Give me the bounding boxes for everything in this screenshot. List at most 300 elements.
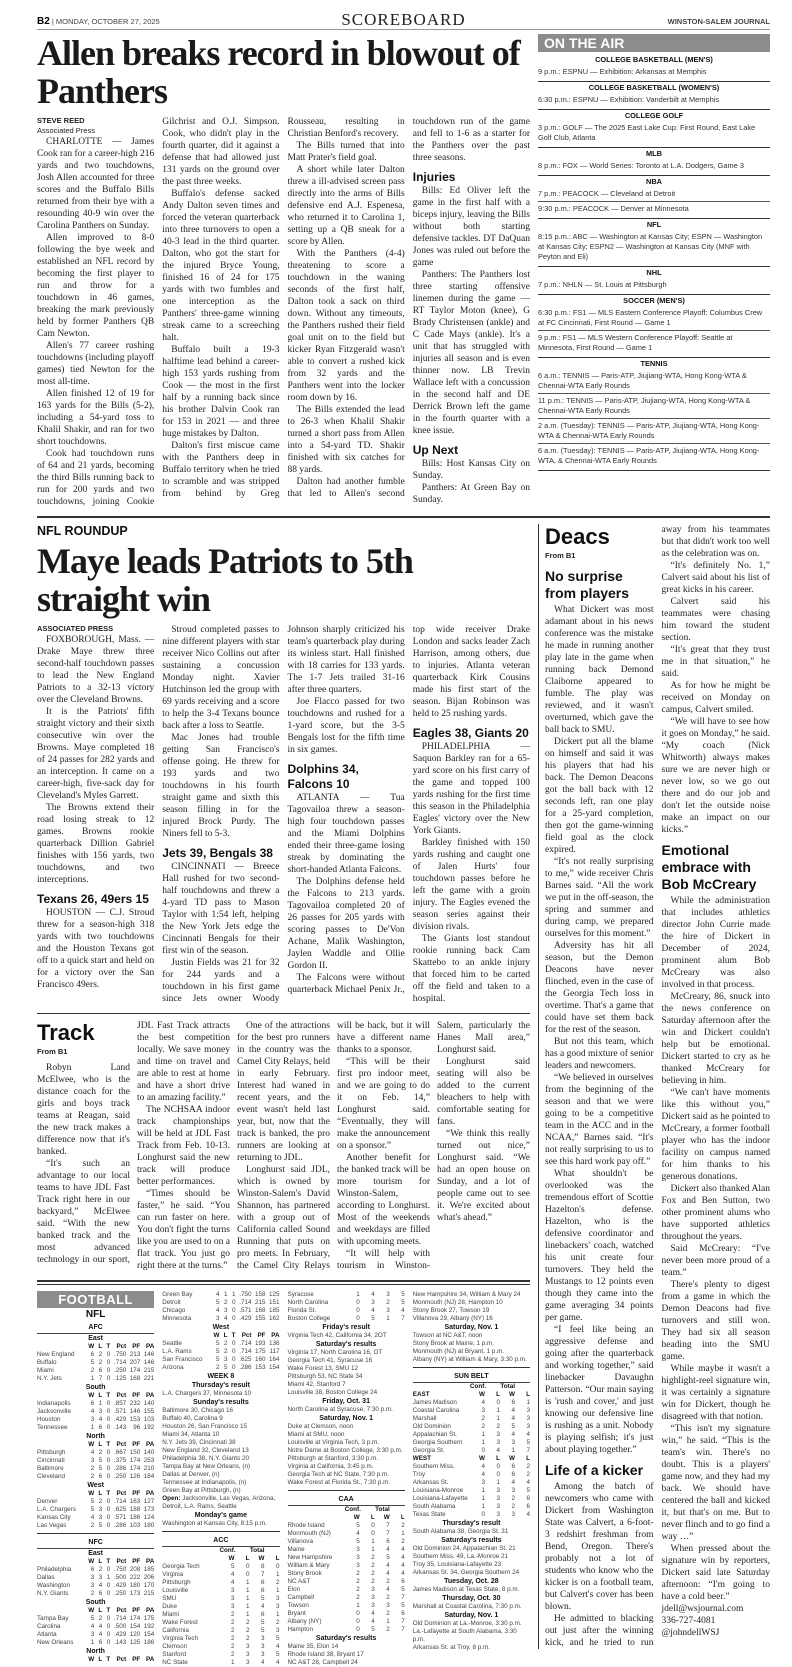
table-row [413,1423,530,1431]
team-name: New Orleans [37,1639,74,1646]
team-name: San Francisco [162,1356,203,1363]
subhead: Injuries [412,170,456,184]
table-row [162,1659,279,1667]
stat-cell: 2 [275,1579,280,1586]
stat-cell: 4 [496,1447,500,1454]
stat-cell: 1 [356,1291,360,1298]
team-name: Georgia St. [412,1447,445,1454]
label: Open: [162,1495,181,1502]
team-name: Florida St. [287,1307,317,1314]
stat-cell: W [213,1332,220,1339]
agency: Associated Press [37,126,95,135]
allen-headline: Allen breaks record in blowout of Panthers [37,33,520,111]
stat-cell: 4 [90,1408,95,1415]
stat-cell: PA [145,1490,155,1497]
team-name: Elon [287,1586,301,1593]
table-row [413,1439,530,1447]
paragraph: Said McCreary: “I've never been more proud of a team.” [661,1244,770,1278]
team-name [37,1490,86,1498]
on-the-air-box [538,34,770,471]
team-name: Albany (NY) [287,1618,322,1625]
stat-cell: 7 [526,1447,530,1454]
stat-cell: 4 [90,1514,95,1521]
stat-cell: 2 [511,1495,515,1502]
paragraph: Joe Flacco passed for two touchdowns and rushed for a 1-yard score, but the 3-5 Bengals lost for the fifth time in six games. [287,697,405,755]
table-row [162,1627,279,1635]
listing-sport: NFL [646,220,662,229]
stat-cell: 7 [401,1315,405,1322]
result-line: Dallas at Denver, (n) [162,1471,220,1478]
table-heading: North [86,1433,105,1440]
table-row [37,1590,154,1598]
table-header [288,1506,405,1514]
paragraph: Allen finished 12 of 19 for 163 yards for the Bills (5-2), including a 54-yard toss to Khalil Shakir, and ran for two short touchdowns. [37,389,155,447]
stat-cell: 5 [511,1423,515,1430]
stat-cell: 2 [481,1415,485,1422]
result-line: Stony Brook at Maine, 1 p.m. [412,1340,494,1347]
stat-cell: 232 [129,1400,141,1407]
stat-cell: 2 [98,1359,103,1366]
table-row [162,1651,279,1659]
team-name: Cleveland [37,1473,66,1480]
stat-cell: Total [500,1383,515,1390]
stat-cell: 4 [371,1618,375,1625]
stat-cell: .500 [113,1574,127,1581]
paragraph: ATLANTA — Tua Tagovailoa threw a season-high four touchdown passes and the Miami Dolphins ended their three-game losing streak by dominating the short-handed Atlanta Falcons. [287,793,405,875]
stat-cell: W [479,1455,485,1462]
paragraph: PHILADELPHIA — Saquon Barkley ran for a 65-yard score on his first carry of the game and topped 100 yards rushing for the first time this season in the Philadelphia Eagles' victory over the New York Giants. [412,742,530,836]
stat-cell: 2 [386,1578,390,1585]
stat-cell: T [106,1656,111,1663]
stat-cell [485,1383,500,1391]
stat-cell: PA [145,1392,155,1399]
paper-name: WINSTON-SALEM JOURNAL [667,17,770,26]
stat-cell: 3 [90,1574,95,1581]
team-name: Dallas [37,1574,55,1581]
stat-cell: 4 [260,1659,265,1666]
team-name: Carolina [37,1623,61,1630]
stat-cell: 0 [496,1471,500,1478]
table-header [37,1490,154,1498]
folio-left: B2 | MONDAY, OCTOBER 27, 2025 [37,16,160,27]
table-heading: Thursday's result [442,1520,501,1527]
result-line: Georgia Tech at NC State, 7:30 p.m. [287,1471,389,1478]
team-name: N.Y. Jets [37,1375,62,1382]
paragraph: “It's great that they trust me in that situation,” he said. [661,645,770,679]
stat-cell: 4 [481,1471,485,1478]
stat-cell: 193 [254,1340,266,1347]
stat-cell: 1 [245,1579,250,1586]
team-name: WEST [412,1455,431,1462]
table-heading: NFC [37,1537,154,1549]
table-row [37,1623,154,1631]
team-name: Las Vegas [37,1522,67,1529]
stat-cell: 4 [511,1479,515,1486]
stat-cell: 6 [90,1566,95,1573]
stat-cell: 2 [401,1538,405,1545]
table-heading: West [87,1482,104,1489]
stat-cell: 208 [129,1566,141,1573]
stat-cell: 2 [223,1299,228,1306]
table-header [413,1455,530,1463]
stat-cell: 174 [129,1465,141,1472]
stat-cell: 1 [356,1602,360,1609]
allen-article [37,116,530,508]
stat-cell: 2 [98,1449,103,1456]
stat-cell: 0 [356,1610,360,1617]
stat-cell: 4 [386,1586,390,1593]
stat-cell: 0 [106,1514,111,1521]
table-row [288,1299,405,1307]
listing-sport: MLB [645,149,662,158]
stat-cell: 5 [401,1586,405,1593]
section-name: SCOREBOARD [341,10,466,29]
paragraph: Longhurst said seating will also be added to the current bleachers to help with comfortable seating for fans. [437,1057,530,1127]
stat-cell: 0 [245,1571,250,1578]
listing-entry: 9 p.m.: FS1 — MLS Western Conference Playoff: Seattle at Minnesota, First Round — Game 1 [538,330,770,355]
stat-cell: 1 [230,1659,235,1666]
stat-cell: 173 [129,1590,141,1597]
result-line: Pittsburgh 53, NC State 34 [287,1373,363,1380]
stat-cell: 5 [260,1627,265,1634]
stat-cell: 4 [98,1582,103,1589]
stat-cell: 124 [143,1514,155,1521]
listing-entry: 2 a.m. (Tuesday): TENNIS — Paris-ATP, Jiujiang-WTA, Hong Kong-WTA & Chennai-WTA Early Rounds [538,418,770,443]
stat-cell: 0 [106,1408,111,1415]
stat-cell: 0 [106,1473,111,1480]
table-row [37,1367,154,1375]
stat-cell: Pct [116,1656,127,1663]
listing-entry: 6:30 p.m.: ESPNU — Exhibition: Vanderbilt at Memphis [538,95,720,104]
table-row [288,1522,405,1530]
stat-cell: 3 [245,1651,250,1658]
team-name [413,1383,470,1391]
stat-cell: 221 [143,1375,155,1382]
stat-cell: 2 [386,1594,390,1601]
stat-cell: 4 [511,1415,515,1422]
stat-cell: 0 [231,1340,236,1347]
team-name: Kansas City [37,1514,71,1521]
paragraph: Bills: Host Kansas City on Sunday. [412,459,530,481]
stat-cell: Pct [241,1332,252,1339]
result-line: Tennessee at Indianapolis, (n) [162,1479,247,1486]
table-heading: Saturday's results [315,1341,377,1348]
stat-cell: 168 [254,1307,266,1314]
team-name: New Hampshire [287,1554,333,1561]
listing-entry: 9:30 p.m.: PEACOCK — Denver at Minnesota [538,201,770,216]
team-name: Towson [287,1602,309,1609]
stat-cell: 154 [268,1364,280,1371]
subhead: Dolphins 34, Falcons 10 [287,762,359,791]
stat-cell: PA [145,1656,155,1663]
table-row [37,1473,154,1481]
table-heading: Monday's game [194,1512,247,1519]
team-name: Minnesota [162,1315,192,1322]
stat-cell: 0 [106,1522,111,1529]
stat-cell: 1 [106,1574,111,1581]
team-name: Boston College [287,1315,331,1322]
stat-cell: 2 [98,1498,103,1505]
team-name: Stanford [162,1651,187,1658]
stat-cell: 3 [496,1431,500,1438]
stat-cell: 0 [106,1631,111,1638]
table-row [288,1626,405,1634]
stat-cell: W [479,1391,485,1398]
stat-cell: 3 [260,1643,265,1650]
stat-cell: 3 [98,1514,103,1521]
stat-cell: 2 [90,1465,95,1472]
stat-cell: Pct [116,1441,127,1448]
stat-cell: 3 [260,1635,265,1642]
stat-cell: 174 [129,1615,141,1622]
stat-cell: 4 [386,1562,390,1569]
stat-cell: .143 [113,1639,127,1646]
listing-sport: COLLEGE BASKETBALL (WOMEN'S) [588,83,720,92]
stat-cell: Conf. [219,1547,236,1554]
stat-cell: 1 [90,1375,95,1382]
stat-cell: 1 [98,1400,103,1407]
stat-cell: 2 [245,1619,250,1626]
stat-cell: 2 [230,1627,235,1634]
stat-cell: W [88,1343,95,1350]
table-header [413,1391,530,1399]
table-heading: South [85,1384,106,1391]
team-name: Tennessee [37,1424,68,1431]
stat-cell: 0 [481,1511,485,1518]
result-line: Monmouth (NJ) at Bryant, 1 p.m. [412,1348,505,1355]
stat-cell: 2 [98,1615,103,1622]
stat-cell: 3 [223,1307,228,1314]
stat-cell: 0 [106,1400,111,1407]
stat-cell: 173 [143,1506,155,1513]
paragraph: The Dolphins defense held the Falcons to 213 yards. Tagovailoa completed 20 of 26 passes for 205 yards with scoring passes to De'Von Achane, Malik Washington, Jaylen Waddle and Ollie Gordon II. [287,877,405,971]
table-header [37,1392,154,1400]
stat-cell: 3 [275,1595,280,1602]
stat-cell: 4 [386,1570,390,1577]
author: STEVE REED [37,116,85,125]
table-row [413,1479,530,1487]
team-name: Louisville [162,1587,189,1594]
table-row [162,1635,279,1643]
table-row [37,1465,154,1473]
listing-sport: COLLEGE BASKETBALL (MEN'S) [595,55,713,64]
table-row [37,1639,154,1647]
deacs-title: Deacs [545,524,610,549]
stat-cell: 6 [260,1587,265,1594]
team-name: Louisiana-Monroe [412,1487,464,1494]
stat-cell: 4 [401,1570,405,1577]
stat-cell: 4 [371,1291,375,1298]
paragraph: Barkley finished with 150 yards rushing and caught one of Jalen Hurts' four touchdown passes before he left the game with a groin injury. The Eagles evened the season series against their division rivals. [412,838,530,932]
table-row [37,1522,154,1530]
stat-cell: 163 [129,1498,141,1505]
contact-line: @johndellWSJ [661,1628,720,1638]
stat-cell: 2 [245,1635,250,1642]
deacs-jump: From B1 [545,551,576,560]
table-header [162,1332,279,1340]
stat-cell: 1 [481,1503,485,1510]
stat-cell: 186 [129,1514,141,1521]
stat-cell: 2 [215,1364,220,1371]
stat-cell: 4 [98,1416,103,1423]
stat-cell: 2 [90,1522,95,1529]
table-heading: Thursday, Oct. 30 [442,1595,501,1602]
paragraph: Allen's 77 career rushing touchdowns (including playoff games) tied Newton for the most all-time. [37,341,155,387]
team-name [162,1555,219,1563]
stat-cell: 1 [90,1424,95,1431]
stat-cell: 2 [230,1611,235,1618]
stat-cell: 5 [223,1364,228,1371]
stat-cell: 206 [143,1574,155,1581]
stat-cell: L [223,1332,228,1339]
stat-cell: .250 [113,1473,127,1480]
stat-cell: 0 [106,1375,111,1382]
stat-cell: 4 [481,1463,485,1470]
stat-cell: .625 [239,1356,252,1363]
table-heading: North [86,1648,105,1655]
result-line: Virginia at California, 3:45 p.m. [287,1463,374,1470]
stat-cell: 3 [526,1423,530,1430]
stat-cell: W [353,1514,360,1521]
table-row [162,1340,279,1348]
listing-entry: 6 a.m.: TENNIS — Paris-ATP, Jiujiang-WTA, Hong Kong-WTA & Chennai-WTA Early Rounds [538,371,747,390]
team-name: Seattle [162,1340,182,1347]
stat-cell: .286 [113,1522,127,1529]
stat-cell: 3 [275,1627,280,1634]
paragraph: There's plenty to digest from a game in which the Demon Deacons had five turnovers and still won. They had six all season heading into the SMU game. [661,1280,770,1362]
stat-cell: 7 [401,1618,405,1625]
stat-cell: 4 [371,1610,375,1617]
page-number: B2 [37,16,50,27]
table-heading: Saturday, Nov. 1 [319,1415,374,1422]
table-heading: SUN BELT [413,1371,530,1383]
team-name [37,1656,86,1664]
listing-entry: 7 p.m.: PEACOCK — Cleveland at Detroit [538,189,676,198]
roundup-agency: ASSOCIATED PRESS [37,624,114,633]
stat-cell: 0 [106,1367,111,1374]
stat-cell: PA [145,1441,155,1448]
team-name: Miami [162,1611,180,1618]
stat-cell: W [88,1558,95,1565]
track-title: Track [37,1020,95,1045]
stat-cell: 5 [90,1359,95,1366]
result-line: Virginia 17, North Carolina 16, OT [287,1349,383,1356]
result-line: Miami 34, Atlanta 10 [162,1431,220,1438]
stat-cell: 3 [386,1291,390,1298]
paragraph: He admitted to blacking out just after the winning kick, and he tried to run away from his teammates but that didn't work too well as the celebration was on. [545,525,770,1648]
table-heading: WEEK 8 [207,1373,235,1380]
stat-cell: 3 [215,1315,220,1322]
stat-cell: 0 [106,1582,111,1589]
stat-cell: 2 [526,1471,530,1478]
subhead: No surprise from players [545,568,630,601]
stat-cell: 5 [386,1554,390,1561]
table-row [413,1511,530,1519]
stat-cell: 155 [254,1315,266,1322]
result-line: Towson at NC A&T, noon [412,1332,483,1339]
team-name: Virginia [162,1571,184,1578]
deacs-article [545,524,770,1649]
stat-cell: 1 [496,1479,500,1486]
team-name: Baltimore [37,1465,64,1472]
team-name: Campbell [287,1594,315,1601]
team-name: Atlanta [37,1631,57,1638]
stat-cell: 2 [90,1590,95,1597]
stat-cell: 1 [245,1603,250,1610]
stat-cell: 6 [98,1367,103,1374]
deacs-story [538,524,770,1649]
table-row [413,1495,530,1503]
stat-cell [360,1506,375,1514]
stat-cell: 1 [481,1431,485,1438]
table-heading: East [88,1550,104,1557]
team-name: Villanova [287,1538,313,1545]
team-name: New England [37,1351,75,1358]
stat-cell: 158 [254,1291,266,1298]
stat-cell: 4 [90,1623,95,1630]
stat-cell: 7 [98,1375,103,1382]
team-name: Marshall [412,1415,437,1422]
stat-cell: 1 [481,1495,485,1502]
stat-cell: Total [375,1506,390,1513]
stat-cell: 5 [98,1457,103,1464]
stat-cell: 140 [143,1449,155,1456]
table-row [413,1431,530,1439]
table-row [288,1602,405,1610]
paragraph: “We believed in ourselves from the beginning of the season and that we were going to be a competitive team in the ACC and in the NCAA,” Barnes said. “It's not really surprising to us to see this hard work pay off.” [545,1073,654,1167]
listing-section [538,176,770,219]
table-row [162,1315,279,1323]
table-row [288,1570,405,1578]
stat-cell: 0 [106,1498,111,1505]
paragraph: Robyn Land McElwee, who is the distance coach for the girls and boys track teams at Reagan, said the new track makes a difference now that it's banked. [37,1063,130,1157]
stat-cell: W [88,1490,95,1497]
stat-cell: 1 [526,1399,530,1406]
stat-cell: 2 [371,1562,375,1569]
stat-cell: 1 [386,1618,390,1625]
stat-cell: 7 [386,1522,390,1529]
stat-cell: 1 [245,1595,250,1602]
stat-cell: 3 [356,1554,360,1561]
stat-cell: W [88,1656,95,1663]
stat-cell: 4 [215,1307,220,1314]
stat-cell: 1 [90,1639,95,1646]
stat-cell: 6 [260,1579,265,1586]
stat-cell: 4 [98,1631,103,1638]
stat-cell: 2 [98,1351,103,1358]
stat-cell [390,1506,405,1514]
stat-cell: 4 [223,1315,228,1322]
stat-cell: 127 [143,1498,155,1505]
stat-cell: 0 [106,1351,111,1358]
stat-cell: .714 [239,1340,252,1347]
stat-cell: 3 [223,1356,228,1363]
paragraph: Dalton had another fumble that led to Allen's second touchdown run of the game and fell to 1-6 as a starter for the Panthers over the past three seasons. [287,117,530,499]
stat-cell: 5 [260,1619,265,1626]
result-line: Arkansas St. at Troy, 8 p.m. [412,1644,490,1651]
stat-cell: 3 [511,1511,515,1518]
stat-cell: .571 [113,1408,127,1415]
table-heading: ACC [162,1535,279,1547]
listing-section [538,358,770,471]
paragraph: Longhurst said JDL, which is owned by Winston-Salem's David Shannon, has partnered with a group out of California called Sound Running that puts on pro meets. In February, the Camel City Relays will be back, but it will have a different name thanks to a sponsor. [237,1021,430,1271]
table-row [288,1586,405,1594]
stat-cell: 3 [260,1651,265,1658]
stat-cell: 0 [231,1364,236,1371]
table-row [413,1503,530,1511]
stat-cell: 3 [90,1457,95,1464]
stat-cell: 185 [268,1307,280,1314]
